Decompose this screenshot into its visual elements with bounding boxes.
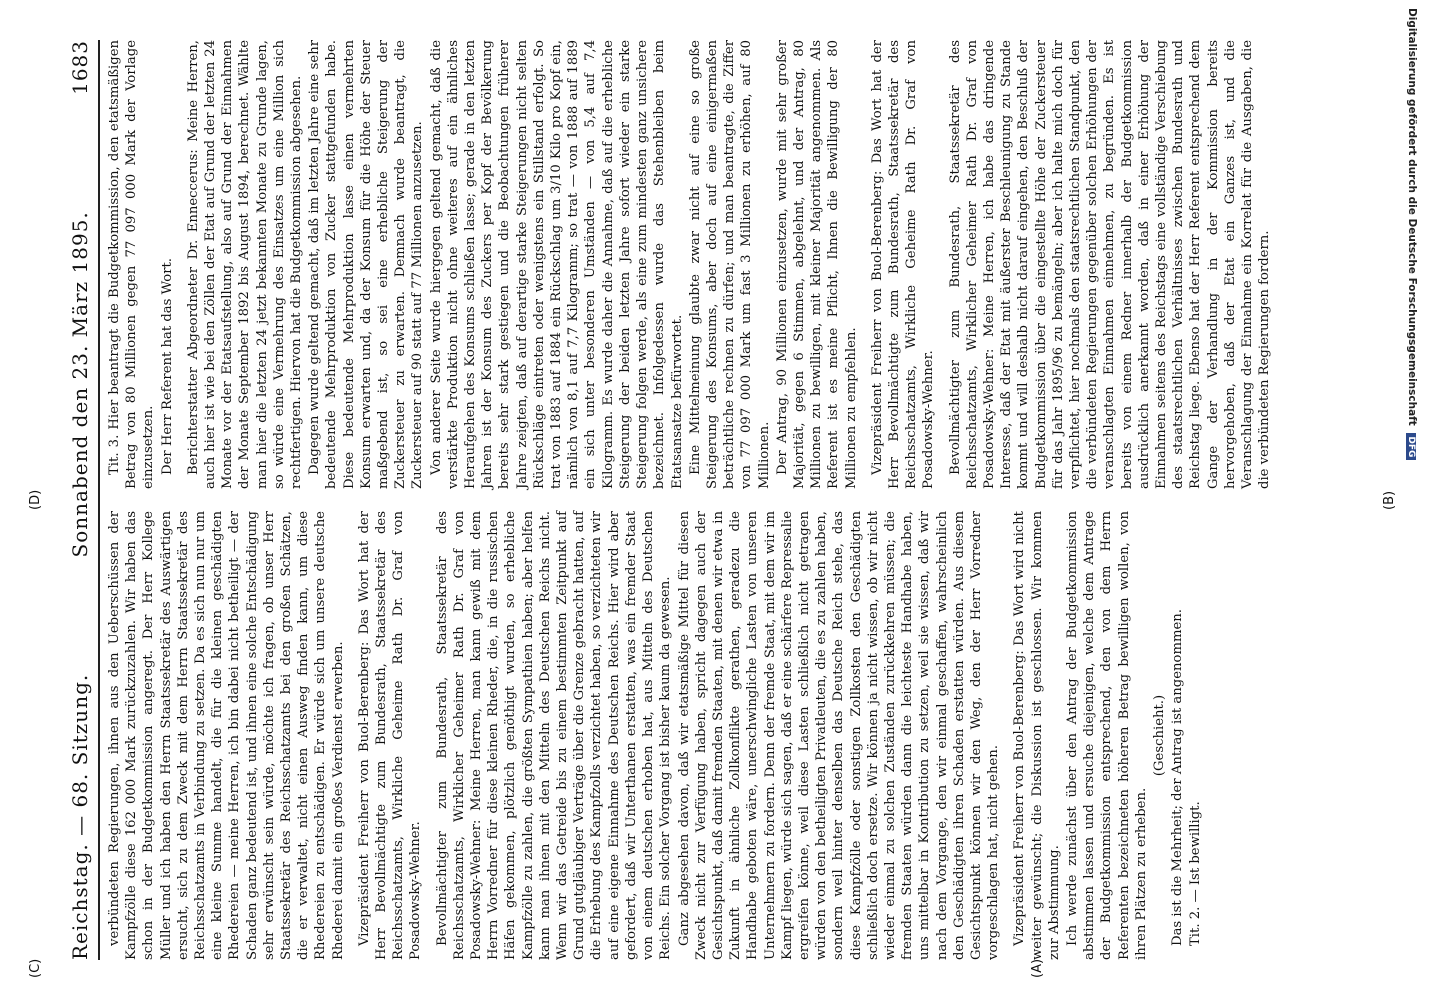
header-date: Sonnabend den 23. März 1895. bbox=[68, 211, 92, 558]
paragraph: Berichterstatter Abgeordneter Dr. Enneccerus: Meine Herren, auch hier ist wie bei den Zöllen der Etat auf Grund der letzten 24 Monate vor der Etatsaufstellung, also auf Grund der Einnahmen der Monate September 1892 bis August 1894, berechnet. Wählte man hier die letzten 24 jetzt bekannten Monate zu Grunde lagen, so würde eine Vermehrung des Einsatzes um eine Million sich rechtfertigen. Hiervon hat die Budgetkommission abgesehen. bbox=[185, 40, 305, 489]
paragraph: Ich werde zunächst über den Antrag der Budgetkommission abstimmen lassen und ersuche diejenigen, welche dem Antrage der Budgetkommission entsprechend, den von dem Herrn Referenten bezeichneten höheren Betrag bewilligen wollen, von ihren Plätzen zu erheben. bbox=[1064, 511, 1149, 960]
paragraph: Vizepräsident Freiherr von Buol-Berenberg: Das Wort hat der Herr Bevollmächtigte zum Bundesrath, Staatssekretär des Reichsschatzamts, Wirkliche Geheime Rath Dr. Graf von Posadowsky-Wehner. bbox=[356, 511, 424, 960]
digitization-note bbox=[1404, 8, 1418, 988]
paragraph: Von anderer Seite wurde hiergegen geltend gemacht, daß die verstärkte Produktion nicht ohne weiteres auf ein ähnliches Heraufgehen des Konsums schließen lasse; gerade in den letzten Jahren ist der Konsum des Zuckers per Kopf der Bevölkerung bereits sehr stark gestiegen und die Beobachtungen früherer Jahre zeigten, daß auf derartige starke Steigerungen nicht selten Rückschläge eintreten oder wenigstens ein Stillstand erfolgt. So trat von 1883 auf 1884 ein Rückschlag um 3/10 Kilo pro Kopf ein, nämlich von 8,1 auf 7,7 Kilogramm; so trat — von 1888 auf 1889 ein sich unter besonderen Umständen — von 5,4 auf 7,4 Kilogramm. Es wurde daher die Annahme, daß auf die erhebliche Steigerung der beiden letzten Jahre sofort wieder ein starke Steigerung folgen werde, als eine zum mindesten ganz unsichere bezeichnet. Infolgedessen wurde das Stehenbleiben beim Etatsansatze befürwortet. bbox=[428, 40, 685, 489]
left-column bbox=[106, 511, 1390, 960]
paragraph: Ganz abgesehen davon, daß wir etatsmäßige Mittel für diesen Zweck nicht zur Verfügung haben, spricht dagegen auch der Gesichtspunkt, daß damit fremden Staaten, mit denen wir etwa in Zukunft in ähnliche Zollkonflikte gerathen, geradezu die Handhabe geboten wäre, unerschwingliche Lasten von unseren Unternehmern zu fordern. Denn der fremde Staat, mit dem wir im Kampf liegen, würde sich sagen, daß er eine schärfere Repressalie ergreifen könne, weil diese Lasten schließlich nicht getragen würden von den betheiligten Privatleuten, die es zu zahlen haben, sondern weil hinter denselben das Deutsche Reich stehe, das diese Kampfzölle oder sonstigen Zollkosten den Geschädigten schließlich doch ersetze. Wir können ja nicht wissen, ob wir nicht wieder einmal zu solchen Zuständen zurückkehren müssen; die fremden Staaten würden dann die leichteste Handhabe haben, uns mittelbar in Kontribution zu setzen, weil sie wissen, daß wir nach dem Vorgange, den wir einmal geschaffen, wahrscheinlich den Geschädigten ihren Schaden erstatten würden. Aus diesem Gesichtspunkt können wir den Weg, den der Herr Vorredner vorgeschlagen hat, nicht gehen. bbox=[676, 511, 1002, 960]
paragraph: Vizepräsident Freiherr von Buol-Berenberg: Das Wort hat der Herr Bevollmächtigte zum Bundesrath, Staatssekretär des Reichsschatzamts, Wirkliche Geheime Rath Dr. Graf von Posadowsky-Wehner. bbox=[869, 40, 937, 489]
header-session: Reichstag. — 68. Sitzung. bbox=[68, 673, 92, 960]
page-header bbox=[58, 40, 100, 960]
paragraph: Vizepräsident Freiherr von Buol-Berenberg: Das Wort wird nicht weiter gewünscht; die Diskussion ist geschlossen. Wir kommen zur Abstimmung. bbox=[1012, 511, 1062, 960]
margin-marker-b: (B) bbox=[1382, 490, 1397, 510]
paragraph: Bevollmächtigter zum Bundesrath, Staatssekretär des Reichsschatzamts, Wirklicher Geheimer Rath Dr. Graf von Posadowsky-Wehner: Meine Herren, man kann gewiß mit dem Herrn Vorredner für diese kleinen Rheder, die, in die russischen Häfen gekommen, plötzlich genöthigt wurden, so erhebliche Kampfzölle zu zahlen, die größten Sympathien haben; aber helfen kann man ihnen mit den Mitteln des Deutschen Reichs nicht. Wenn wir das Getreide bis zu einem bestimmten Zeitpunkt auf Grund gutgläubiger Verträge über die Grenze gebracht hatten, auf die Erhebung des Kampfzolls verzichtet haben, so verzichteten wir auf eine eigene Einnahme des Deutschen Reichs. Hier wird aber gefordert, daß wir Unterthanen erstatten, was ein fremder Staat von einem deutschen erhoben hat, aus Mitteln des Deutschen Reichs. Ein solcher Vorgang ist bisher kaum da gewesen. bbox=[434, 511, 674, 960]
margin-marker-c: (C) bbox=[28, 958, 43, 978]
paragraph: verbündeten Regierungen, ihnen aus den Ueberschüssen der Kampfzölle diese 162 000 Mark zurückzuzahlen. Wir haben das schon in der Budgetkommission angeregt. Der Herr Kollege Müller und ich haben den Herrn Staatssekretär des Auswärtigen ersucht, sich zu dem Zweck mit dem Herrn Staatssekretär des Reichsschatzamts in Verbindung zu setzen. Da es sich nun nur um eine kleine Summe handelt, die für die kleinen geschädigten Rhedereien — meine Herren, ich bin dabei nicht betheiligt — der Schaden ganz bedeutend ist, und ihnen eine solche Entschädigung sehr erwünscht sein würde, möchte ich fragen, ob unser Herr Staatssekretär des Reichsschatzamts bei den großen Schätzen, die er verwaltet, nicht einen Ausweg finden kann, um diese Rhedereien zu entschädigen. Er würde sich um unsere deutsche Rhederei damit ein großes Verdienst erwerben. bbox=[107, 511, 346, 960]
paragraph: Der Antrag, 90 Millionen einzusetzen, wurde mit sehr großer Majorität, gegen 6 Stimmen, abgelehnt, und der Antrag, 80 Millionen zu bewilligen, mit kleiner Majorität angenommen. Als Referent ist es meine Pflicht, Ihnen die Bewilligung der 80 Millionen zu empfehlen. bbox=[774, 40, 859, 489]
text-columns bbox=[106, 40, 1390, 960]
page-number: 1683 bbox=[68, 40, 92, 95]
page-frame bbox=[28, 20, 1400, 980]
dfg-logo: DFG bbox=[1406, 433, 1416, 460]
margin-marker-d: (D) bbox=[28, 489, 43, 510]
margin-marker-a: (A) bbox=[1030, 958, 1045, 978]
paragraph: Der Herr Referent hat das Wort. bbox=[159, 258, 175, 475]
paragraph: Tit. 3. Hier beantragt die Budgetkommission, den etatsmäßigen Betrag von 80 Millionen gegen 77 097 000 Mark der Vorlage einzusetzen. bbox=[107, 40, 157, 489]
digitization-note-text: Digitalisierung gefördert durch die Deutsche Forschungsgemeinschaft bbox=[1406, 8, 1418, 426]
paragraph: Dagegen wurde geltend gemacht, daß im letzten Jahre eine sehr bedeutende Mehrproduktion von Zucker stattgefunden habe. Diese bedeutende Mehrproduktion lasse einen vermehrten Konsum erwarten und, da der Konsum für die Höhe der Steuer maßgebend ist, so sei eine erhebliche Steigerung der Zuckersteuer zu erwarten. Demnach wurde beantragt, die Zuckersteuer auf 90 statt auf 77 Millionen anzusetzen. bbox=[307, 40, 426, 489]
paragraph: Bevollmächtigter zum Bundesrath, Staatssekretär des Reichsschatzamts, Wirklicher Geheimer Rath Dr. Graf von Posadowsky-Wehner: Meine Herren, ich habe das dringende Interesse, daß der Etat mit äußerster Beschleunigung zu Stande kommt und will deshalb nicht darauf eingehen, den Beschluß der Budgetkommission über die eingestellte Höhe der Zuckersteuer für das Jahr 1895/96 zu bemängeln; aber ich halte mich doch für verpflichtet, hier nochmals den staatsrechtlichen Standpunkt, den die verbündeten Regierungen gegenüber solchen Erhöhungen der veranschlagten Einnahmen einnehmen, zu begründen. Es ist bereits von einem Redner innerhalb der Budgetkommission ausdrücklich anerkannt worden, daß in einer Erhöhung der Einnahmen seitens des Reichstags eine vollständige Verschiebung des staatsrechtlichen Verhältnisses zwischen Bundesrath und Reichstag liege. Ebenso hat der Herr Referent entsprechend dem Gange der Verhandlung in der Kommission bereits hervorgehoben, daß der Etat ein Ganzes ist, und die Veranschlagung der Einnahme ein Korrelat für die Ausgaben, die die verbündeten Regierungen fordern. bbox=[947, 40, 1273, 489]
paragraph: Eine Mittelmeinung glaubte zwar nicht auf eine so große Steigerung des Konsums, aber doch auf eine einigermaßen beträchtliche rechnen zu dürfen; und man beantragte, die Ziffer von 77 097 000 Mark um fast 3 Millionen zu erhöhen, auf 80 Millionen. bbox=[687, 40, 772, 489]
rotated-page bbox=[28, 20, 1400, 980]
paragraph: (Geschieht.) bbox=[1151, 694, 1167, 777]
paragraph: Das ist die Mehrheit; der Antrag ist angenommen. bbox=[1170, 609, 1186, 946]
paragraph: Tit. 2. — Ist bewilligt. bbox=[1188, 801, 1204, 946]
right-column bbox=[106, 40, 1390, 489]
